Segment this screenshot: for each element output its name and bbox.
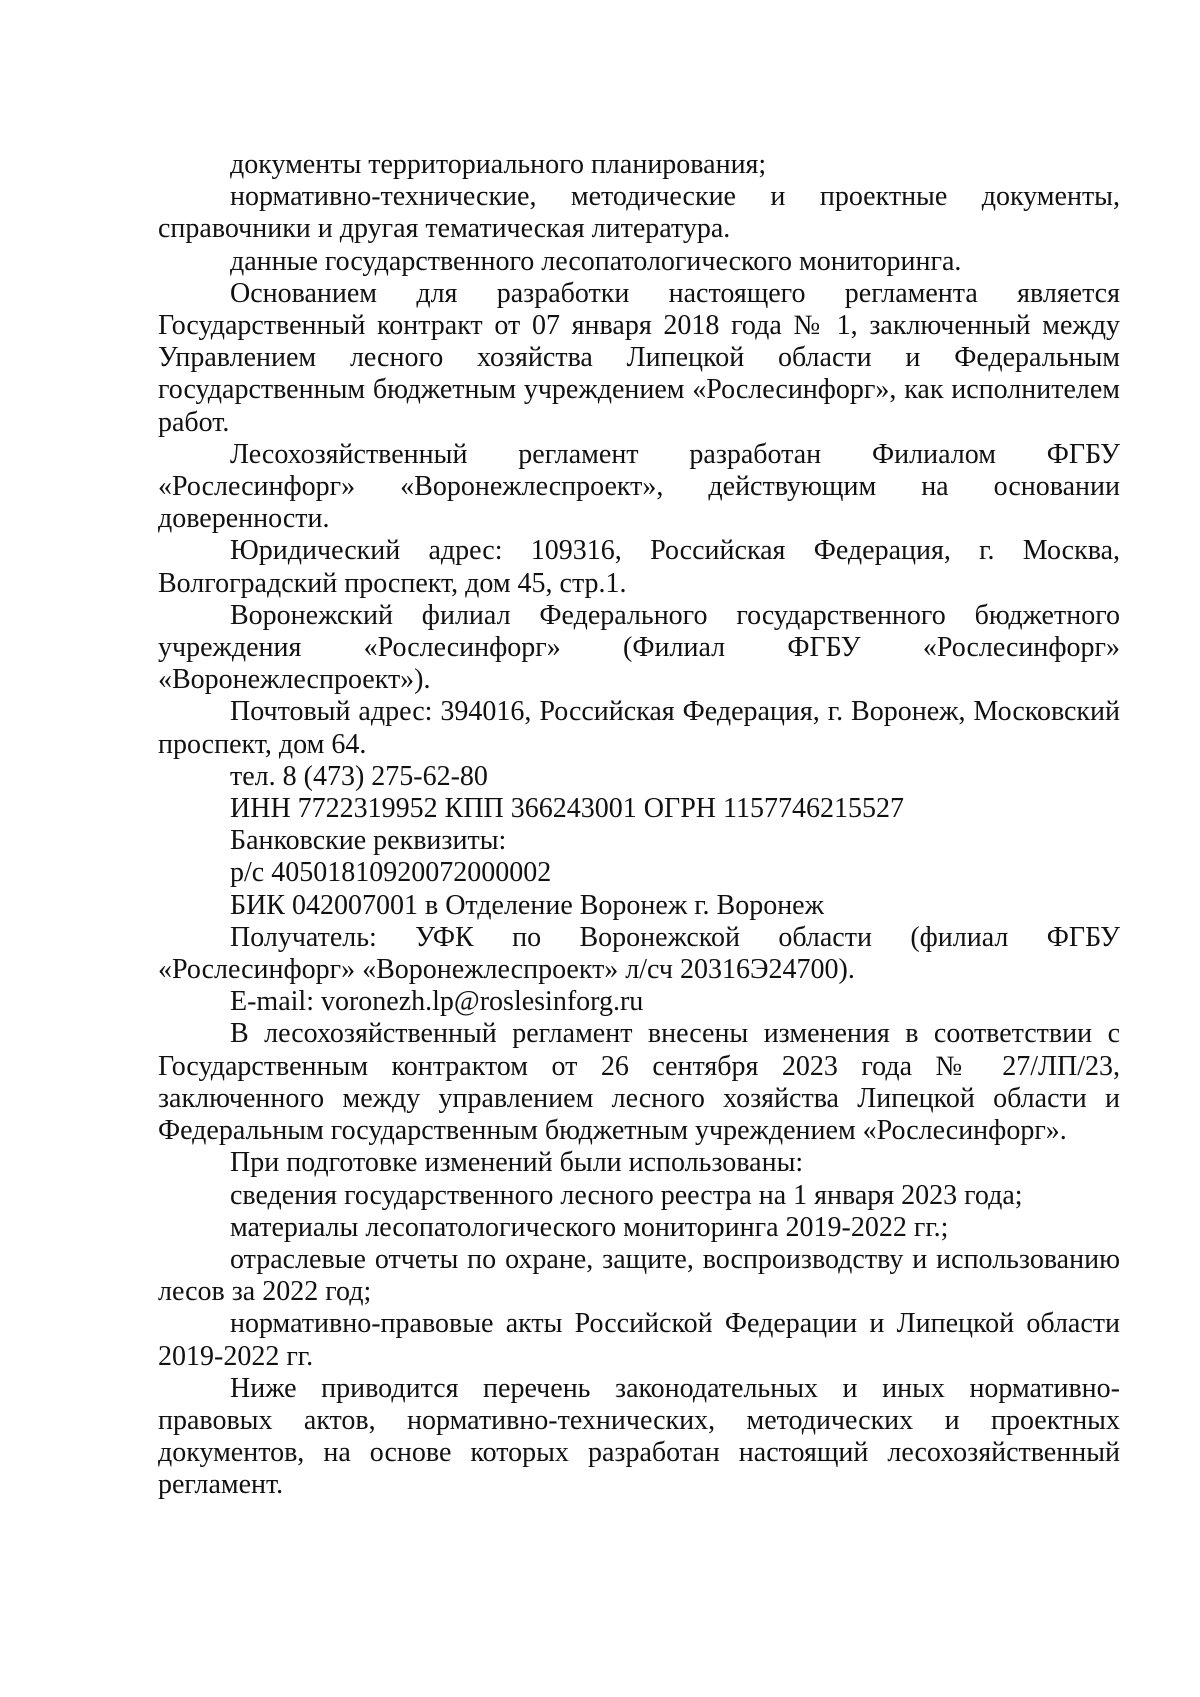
document-body	[158, 149, 1120, 1502]
paragraph-industry-reports: отраслевые отчеты по охране, защите, воспроизводству и использованию лесов за 2022 год;	[158, 1243, 1120, 1308]
paragraph-forest-registry: сведения государственного лесного реестра на 1 января 2023 года;	[230, 1179, 1023, 1211]
paragraph-branch-name: Воронежский филиал Федерального государственного бюджетного учреждения «Рослесинфорг» (Филиал ФГБУ «Рослесинфорг» «Воронежлеспроект»).	[158, 599, 1120, 696]
paragraph-tax-ids: ИНН 7722319952 КПП 366243001 ОГРН 1157746215527	[230, 793, 904, 825]
paragraph-pathology-materials: материалы лесопатологического мониторинга 2019-2022 гг.;	[230, 1211, 949, 1243]
paragraph-amendments: В лесохозяйственный регламент внесены изменения в соответствии с Государственным контрактом от 26 сентября 2023 года № 27/ЛП/23, заключенного между управлением лесного хозяйства Липецкой области и Федеральным государственным бюджетным учреждением «Рослесинфорг».	[158, 1018, 1120, 1147]
paragraph-legal-acts: нормативно-правовые акты Российской Федерации и Липецкой области 2019-2022 гг.	[158, 1308, 1120, 1372]
paragraph-bank-details-heading: Банковские реквизиты:	[230, 825, 507, 857]
paragraph-monitoring-data: данные государственного лесопатологического мониторинга.	[230, 245, 962, 277]
paragraph-territorial-planning: документы территориального планирования;	[230, 149, 767, 180]
paragraph-postal-address: Почтовый адрес: 394016, Российская Федерация, г. Воронеж, Московский проспект, дом 64.	[158, 696, 1120, 760]
paragraph-email: E-mail: voronezh.lp@roslesinforg.ru	[230, 986, 644, 1018]
paragraph-contract-basis: Основанием для разработки настоящего регламента является Государственный контракт от 07 января 2018 года № 1, заключенный между Управлением лесного хозяйства Липецкой области и Федеральным государственным бюджетным учреждением «Рослесинфорг», как исполнителем работ.	[158, 277, 1120, 438]
paragraph-normative-documents: нормативно-технические, методические и проектные документы, справочники и другая тематическая литература.	[158, 181, 1120, 245]
paragraph-legal-address: Юридический адрес: 109316, Российская Федерация, г. Москва, Волгоградский проспект, дом 45, стр.1.	[158, 535, 1120, 599]
paragraph-phone: тел. 8 (473) 275-62-80	[230, 760, 488, 792]
paragraph-bik: БИК 042007001 в Отделение Воронеж г. Воронеж	[230, 889, 824, 921]
paragraph-account: р/с 40501810920072000002	[230, 857, 552, 889]
paragraph-list-intro: Ниже приводится перечень законодательных и иных нормативно-правовых актов, нормативно-технических, методических и проектных документов, на основе которых разработан настоящий лесохозяйственный регламент.	[158, 1372, 1120, 1501]
paragraph-sources-heading: При подготовке изменений были использованы:	[230, 1147, 804, 1179]
paragraph-developer: Лесохозяйственный регламент разработан Филиалом ФГБУ «Рослесинфорг» «Воронежлеспроект», действующим на основании доверенности.	[158, 438, 1120, 535]
paragraph-recipient: Получатель: УФК по Воронежской области (филиал ФГБУ «Рослесинфорг» «Воронежлеспроект» л/сч 20316Э24700).	[158, 921, 1120, 986]
